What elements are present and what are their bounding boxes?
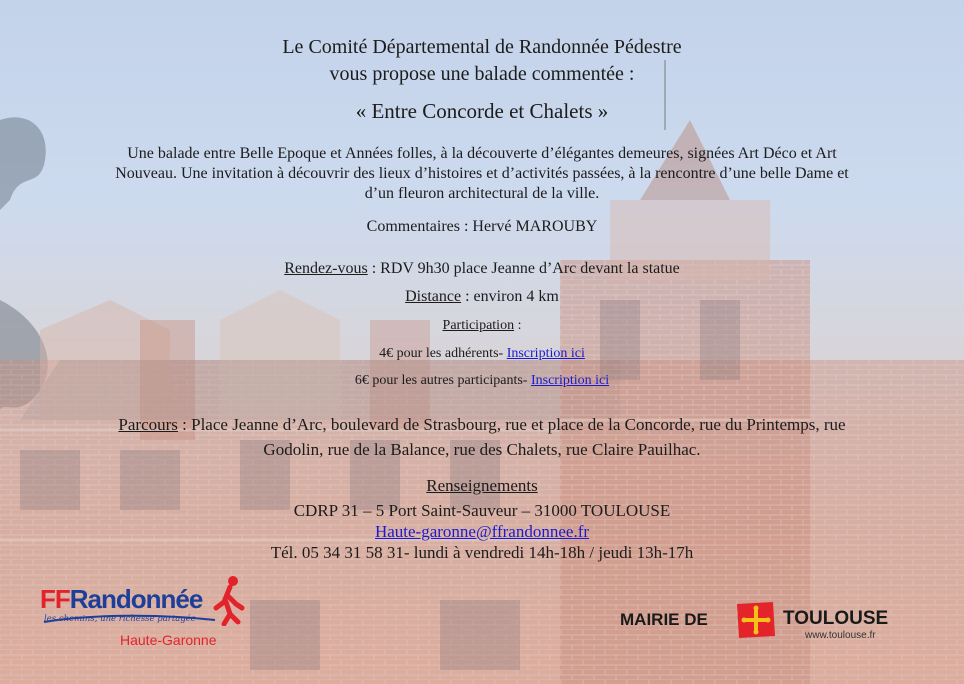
rendez-vous-label: Rendez-vous bbox=[284, 260, 368, 277]
distance-text: : environ 4 km bbox=[461, 288, 559, 305]
intro-line-3: d’un fleuron architectural de la ville. bbox=[364, 185, 600, 202]
participation-adherents bbox=[0, 346, 964, 362]
price-adherents: 4€ pour les adhérents- bbox=[379, 346, 507, 361]
address: CDRP 31 – 5 Port Saint-Sauveur – 31000 TOULOUSE bbox=[293, 501, 671, 520]
renseignements-label: Renseignements bbox=[426, 476, 538, 495]
email-link[interactable]: Haute-garonne@ffrandonnee.fr bbox=[374, 522, 590, 541]
email-line bbox=[0, 522, 964, 542]
occitan-cross-icon bbox=[733, 600, 777, 640]
toulouse-url: www.toulouse.fr bbox=[805, 630, 876, 641]
parcours-label: Parcours bbox=[118, 415, 178, 434]
intro-line-2: Nouveau. Une invitation à découvrir des lieux d’histoires et d’activités passées, à la rencontre d’une belle Dame et bbox=[115, 165, 849, 182]
inscription-link-adherents[interactable]: Inscription ici bbox=[506, 346, 585, 361]
parcours bbox=[0, 415, 964, 435]
rendez-vous bbox=[0, 260, 964, 278]
price-autres: 6€ pour les autres participants- bbox=[354, 373, 531, 388]
participation bbox=[0, 318, 964, 334]
ffrandonnee-logo bbox=[40, 574, 255, 654]
ff-letters: FF bbox=[40, 584, 70, 614]
telephone: Tél. 05 34 31 58 31- lundi à vendredi 14h-18h / jeudi 13h-17h bbox=[270, 543, 694, 562]
toulouse-text: TOULOUSE bbox=[783, 608, 889, 629]
hiker-icon bbox=[212, 574, 248, 626]
parcours-line-2: Godolin, rue de la Balance, rue des Chalets, rue Claire Pauilhac. bbox=[263, 440, 701, 459]
distance-label: Distance bbox=[405, 288, 462, 305]
ff-brand: Randonnée bbox=[69, 584, 203, 614]
mairie-de-text: MAIRIE DE bbox=[620, 610, 708, 629]
rendez-vous-text: : RDV 9h30 place Jeanne d’Arc devant la statue bbox=[367, 260, 680, 277]
ff-tagline: les chemins, une richesse partagée bbox=[44, 614, 196, 624]
participation-label: Participation bbox=[442, 318, 515, 333]
mairie-toulouse-logo bbox=[620, 600, 890, 648]
inscription-link-autres[interactable]: Inscription ici bbox=[530, 373, 610, 388]
commentaires: Commentaires : Hervé MAROUBY bbox=[366, 218, 598, 235]
participation-suffix: : bbox=[514, 318, 522, 333]
intro-line-1: Une balade entre Belle Epoque et Années folles, à la découverte d’élégantes demeures, signées Art Déco et Art bbox=[127, 145, 837, 162]
parcours-text: : Place Jeanne d’Arc, boulevard de Strasbourg, rue et place de la Concorde, rue du Printemps, rue bbox=[177, 415, 846, 434]
participation-autres bbox=[0, 373, 964, 389]
event-title: « Entre Concorde et Chalets » bbox=[355, 99, 609, 123]
distance bbox=[0, 288, 964, 306]
header-line-1: Le Comité Départemental de Randonnée Pédestre bbox=[282, 36, 682, 58]
header-line-2: vous propose une balade commentée : bbox=[329, 63, 635, 85]
ff-region: Haute-Garonne bbox=[120, 632, 217, 648]
